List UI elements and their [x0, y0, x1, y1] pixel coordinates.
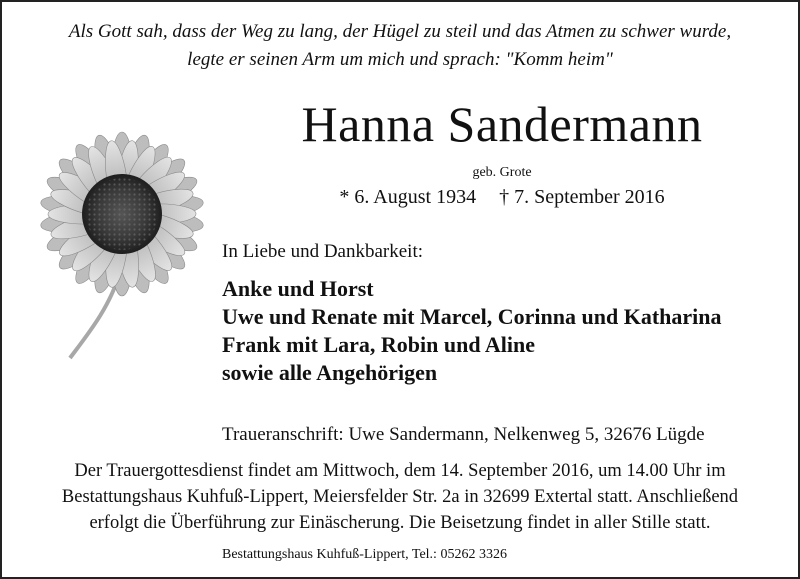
mourner-line: Uwe und Renate mit Marcel, Corinna und Katharina	[222, 304, 722, 329]
memorial-verse	[2, 18, 798, 74]
mourning-address: Traueranschrift: Uwe Sandermann, Nelkenweg 5, 32676 Lügde	[222, 424, 705, 445]
mourner-line: sowie alle Angehörigen	[222, 360, 438, 385]
service-info	[2, 458, 798, 536]
service-line: erfolgt die Überführung zur Einäscherung. Die Beisetzung findet in aller Stille statt.	[89, 513, 711, 533]
mourner-line: Frank mit Lara, Robin und Aline	[222, 332, 535, 357]
sunflower-image	[22, 122, 212, 362]
flower-seeds	[86, 178, 158, 250]
funeral-home-contact: Bestattungshaus Kuhfuß-Lippert, Tel.: 05262 3326	[222, 547, 507, 562]
life-dates	[242, 184, 762, 210]
maiden-name: geb. Grote	[472, 165, 532, 180]
mourner-line: Anke und Horst	[222, 276, 374, 301]
service-line: Der Trauergottesdienst findet am Mittwoch, dem 14. September 2016, um 14.00 Uhr im	[74, 461, 726, 481]
dedication-line: In Liebe und Dankbarkeit:	[222, 241, 424, 262]
death-date: † 7. September 2016	[499, 186, 665, 208]
verse-line: Als Gott sah, dass der Weg zu lang, der Hügel zu steil und das Atmen zu schwer wurde,	[68, 21, 732, 42]
deceased-name: Hanna Sandermann	[301, 96, 703, 152]
verse-line: legte er seinen Arm um mich und sprach: "Komm heim"	[187, 49, 613, 70]
mourners-list	[222, 275, 722, 387]
service-line: Bestattungshaus Kuhfuß-Lippert, Meiersfelder Str. 2a in 32699 Extertal statt. Anschließend	[61, 487, 739, 507]
birth-date: * 6. August 1934	[339, 186, 477, 208]
